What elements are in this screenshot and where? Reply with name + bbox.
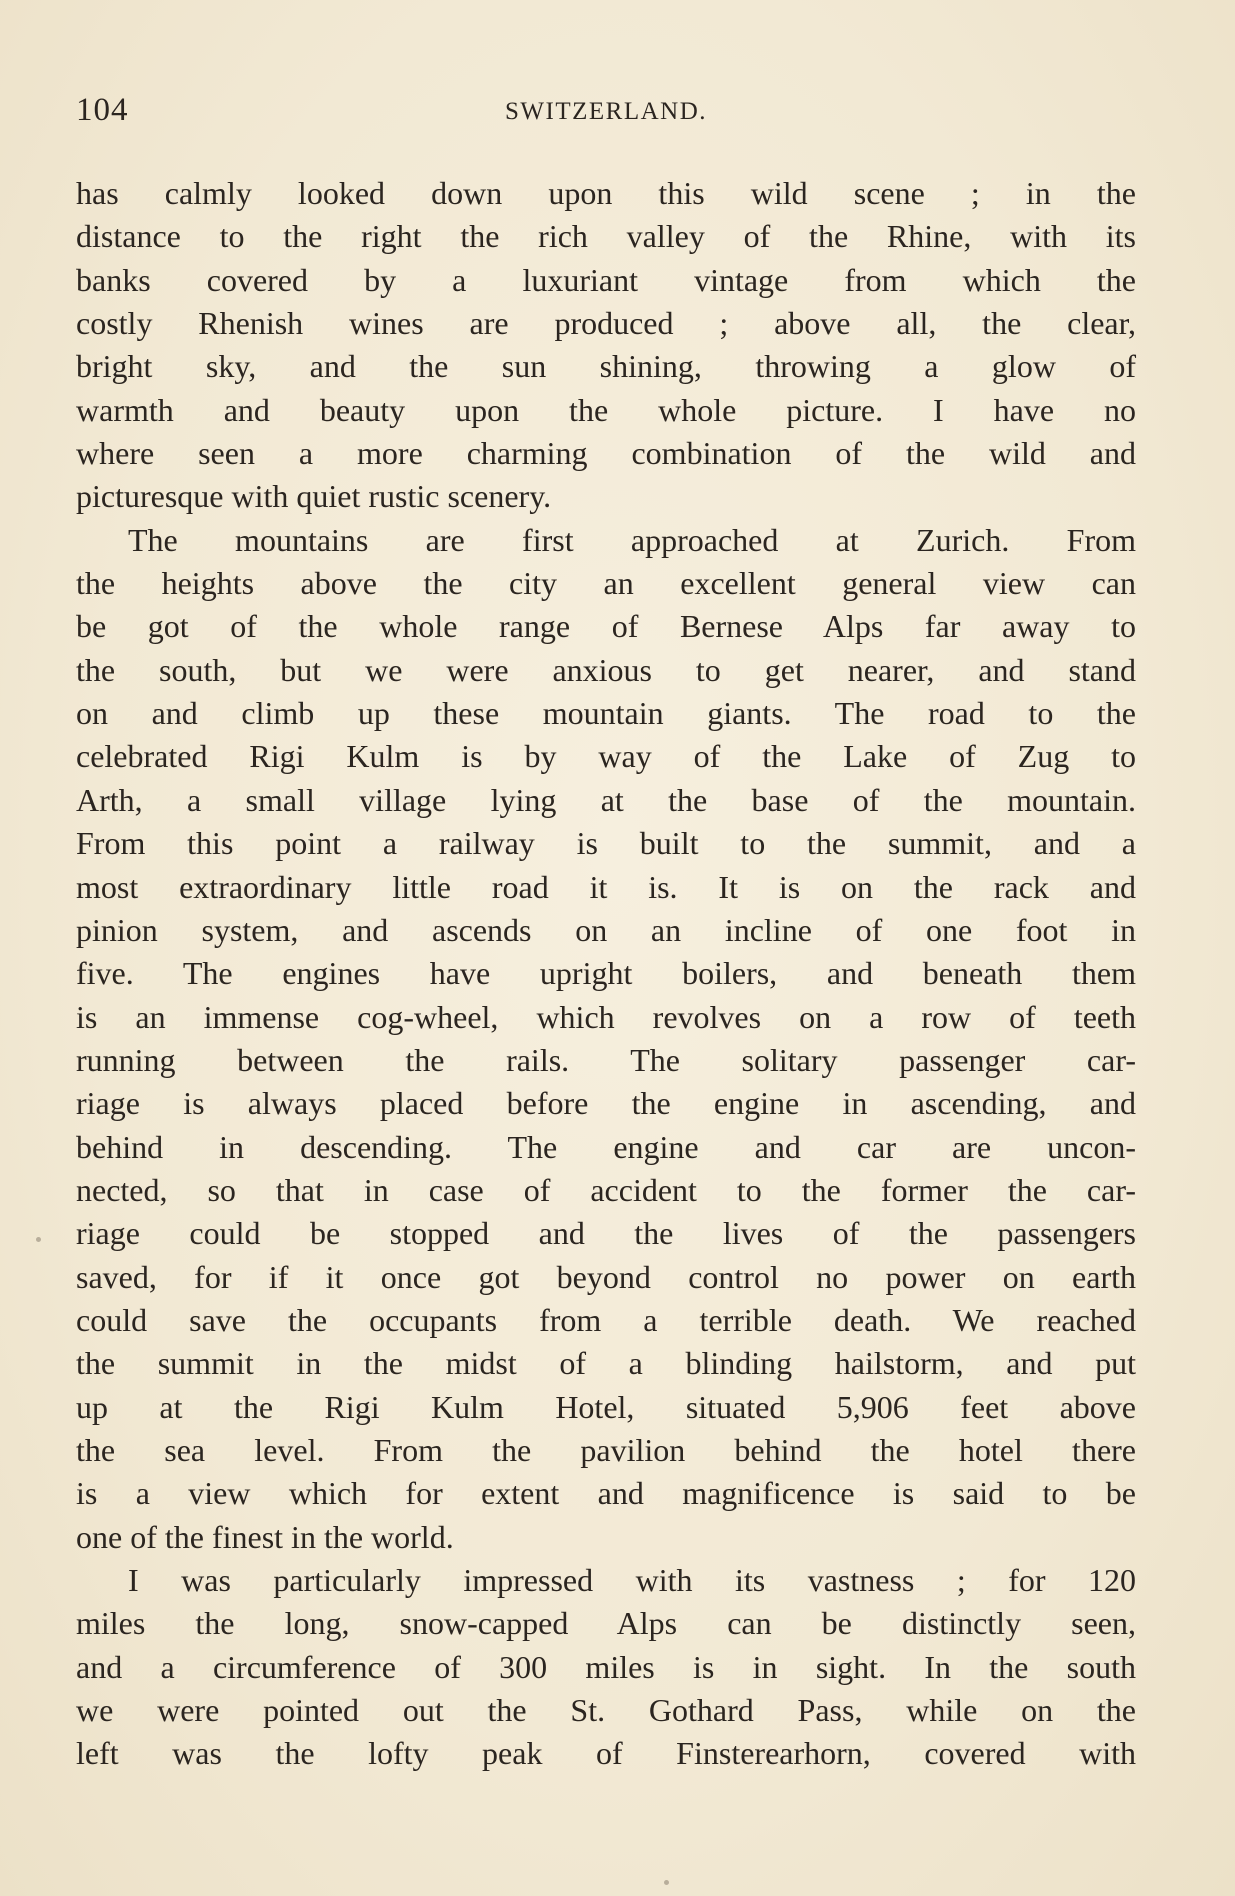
text-line: pinion system, and ascends on an incline of one foot in (76, 911, 1136, 948)
text-line: be got of the whole range of Bernese Alps far away to (76, 608, 1136, 645)
text-line: most extraordinary little road it is. It is on the rack and (76, 868, 1136, 905)
body-text (76, 172, 1136, 1776)
text-line: saved, for if it once got beyond control no power on earth (76, 1258, 1136, 1295)
page-number: 104 (76, 92, 129, 128)
page-header (76, 92, 1136, 132)
paper-speck (664, 1880, 669, 1885)
text-line: the summit in the midst of a blinding hailstorm, and put (76, 1345, 1136, 1382)
text-line: and a circumference of 300 miles is in sight. In the south (76, 1648, 1136, 1685)
text-line: costly Rhenish wines are produced ; above all, the clear, (76, 305, 1136, 342)
text-line: distance to the right the rich valley of the Rhine, with its (76, 218, 1136, 255)
text-line: left was the lofty peak of Finsterearhorn, covered with (76, 1735, 1136, 1772)
text-line: on and climb up these mountain giants. The road to the (76, 695, 1136, 732)
text-line: I was particularly impressed with its vastness ; for 120 (128, 1562, 1136, 1598)
text-line: the south, but we were anxious to get nearer, and stand (76, 651, 1136, 688)
text-line: nected, so that in case of accident to the former the car- (76, 1171, 1136, 1208)
text-line: behind in descending. The engine and car are uncon- (76, 1128, 1136, 1165)
text-line: up at the Rigi Kulm Hotel, situated 5,906 feet above (76, 1388, 1136, 1425)
text-line: we were pointed out the St. Gothard Pass, while on the (76, 1692, 1136, 1729)
text-line: the sea level. From the pavilion behind the hotel there (76, 1431, 1136, 1468)
text-line: could save the occupants from a terrible death. We reached (76, 1301, 1136, 1338)
text-line: has calmly looked down upon this wild scene ; in the (76, 175, 1136, 211)
text-line: running between the rails. The solitary passenger car- (76, 1041, 1136, 1078)
text-line: celebrated Rigi Kulm is by way of the Lake of Zug to (76, 738, 1136, 775)
running-head: SWITZERLAND. (505, 98, 707, 125)
text-line: bright sky, and the sun shining, throwing a glow of (76, 348, 1136, 385)
text-line: is a view which for extent and magnificence is said to be (76, 1475, 1136, 1512)
text-line: The mountains are first approached at Zurich. From (128, 521, 1136, 558)
text-line: one of the finest in the world. (76, 1518, 454, 1555)
text-line: is an immense cog-wheel, which revolves on a row of teeth (76, 998, 1136, 1035)
text-line: picturesque with quiet rustic scenery. (76, 478, 552, 515)
text-line: riage could be stopped and the lives of the passengers (76, 1215, 1136, 1252)
text-line: Arth, a small village lying at the base of the mountain. (76, 781, 1136, 818)
text-line: From this point a railway is built to the summit, and a (76, 825, 1136, 862)
text-line: miles the long, snow-capped Alps can be distinctly seen, (76, 1605, 1136, 1642)
text-line: banks covered by a luxuriant vintage from which the (76, 261, 1136, 298)
text-line: where seen a more charming combination of the wild and (76, 435, 1136, 472)
text-line: the heights above the city an excellent general view can (76, 565, 1136, 602)
text-line: riage is always placed before the engine in ascending, and (76, 1085, 1136, 1122)
text-line: five. The engines have upright boilers, and beneath them (76, 955, 1136, 992)
text-line: warmth and beauty upon the whole picture. I have no (76, 391, 1136, 428)
paper-speck (36, 1237, 41, 1242)
